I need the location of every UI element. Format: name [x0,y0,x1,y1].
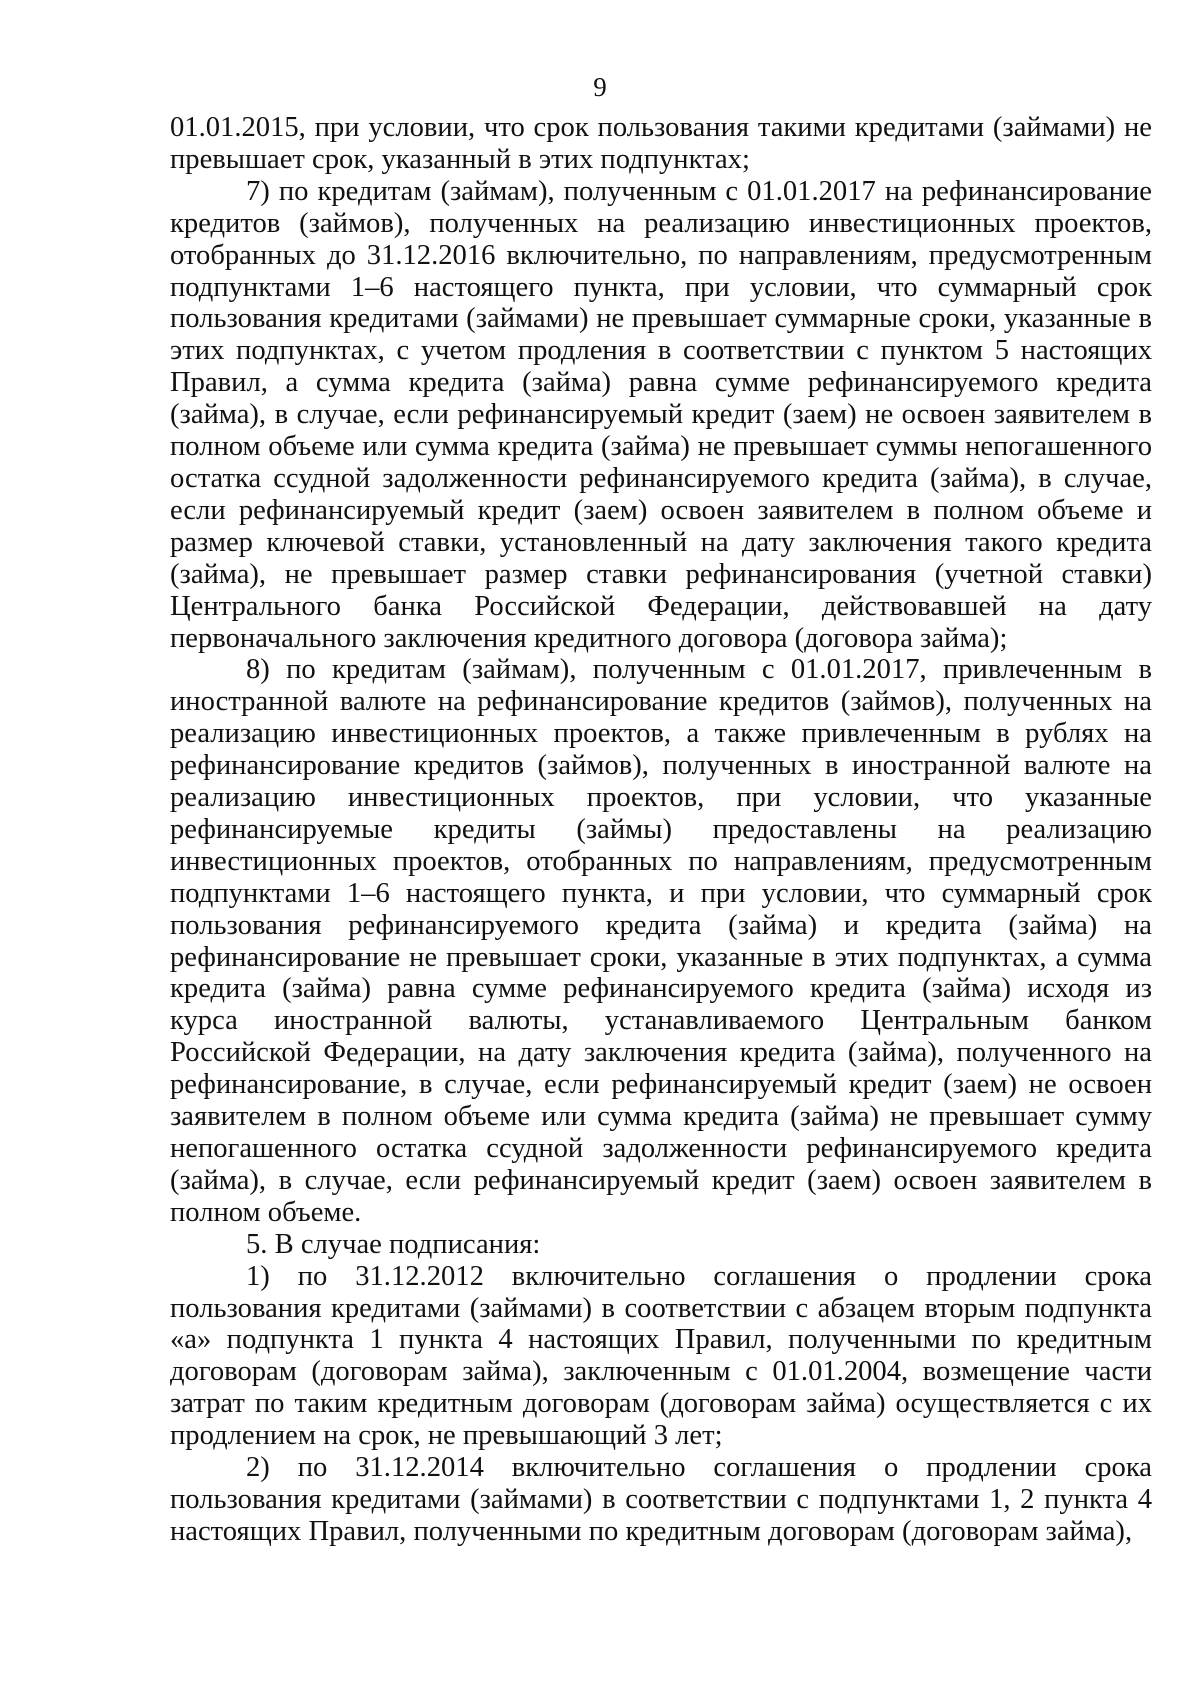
paragraph-clause-5-heading: 5. В случае подписания: [246,1228,541,1260]
document-body [170,112,1152,1548]
paragraph-subitem-8: 8) по кредитам (займам), полученным с 01.01.2017, привлеченным в иностранной валюте на рефинансирование кредитов (займов), полученных на реализацию инвестиционных проектов, а также привлеченным в рублях на рефинансирование кредитов (займов), полученных в иностранной валюте на реализацию инвестиционных проектов, при условии, что указанные рефинансируемые кредиты (займы) предоставлены на реализацию инвестиционных проектов, отобранных по направлениям, предусмотренным подпунктами 1–6 настоящего пункта, и при условии, что суммарный срок пользования рефинансируемого кредита (займа) и кредита (займа) на рефинансирование не превышает сроки, указанные в этих подпунктах, а сумма кредита (займа) равна сумме рефинансируемого кредита (займа) исходя из курса иностранной валюты, устанавливаемого Центральным банком Российской Федерации, на дату заключения кредита (займа), полученного на рефинансирование, в случае, если рефинансируемый кредит (заем) не освоен заявителем в полном объеме или сумма кредита (займа) не превышает сумму непогашенного остатка ссудной задолженности рефинансируемого кредита (займа), в случае, если рефинансируемый кредит (заем) освоен заявителем в полном объеме. [170,654,1152,1228]
page-number: 9 [593,72,607,102]
paragraph-subitem-7: 7) по кредитам (займам), полученным с 01.01.2017 на рефинансирование кредитов (займов), полученных на реализацию инвестиционных проектов, отобранных до 31.12.2016 включительно, по направлениям, предусмотренным подпунктами 1–6 настоящего пункта, при условии, что суммарный срок пользования кредитами (займами) не превышает суммарные сроки, указанные в этих подпунктах, с учетом продления в соответствии с пунктом 5 настоящих Правил, а сумма кредита (займа) равна сумме рефинансируемого кредита (займа), в случае, если рефинансируемый кредит (заем) не освоен заявителем в полном объеме или сумма кредита (займа) не превышает суммы непогашенного остатка ссудной задолженности рефинансируемого кредита (займа), в случае, если рефинансируемый кредит (заем) освоен заявителем в полном объеме и размер ключевой ставки, установленный на дату заключения такого кредита (займа), не превышает размер ставки рефинансирования (учетной ставки) Центрального банка Российской Федерации, действовавшей на дату первоначального заключения кредитного договора (договора займа); [170,175,1152,654]
paragraph-continuation: 01.01.2015, при условии, что срок пользования такими кредитами (займами) не превышает срок, указанный в этих подпунктах; [170,112,1152,175]
paragraph-clause-5-subitem-1: 1) по 31.12.2012 включительно соглашения о продлении срока пользования кредитами (займами) в соответствии с абзацем вторым подпункта «а» подпункта 1 пункта 4 настоящих Правил, полученными по кредитным договорам (договорам займа), заключенным с 01.01.2004, возмещение части затрат по таким кредитным договорам (договорам займа) осуществляется с их продлением на срок, не превышающий 3 лет; [170,1260,1152,1452]
paragraph-clause-5-subitem-2: 2) по 31.12.2014 включительно соглашения о продлении срока пользования кредитами (займами) в соответствии с подпунктами 1, 2 пункта 4 настоящих Правил, полученными по кредитным договорам (договорам займа), [170,1452,1152,1547]
